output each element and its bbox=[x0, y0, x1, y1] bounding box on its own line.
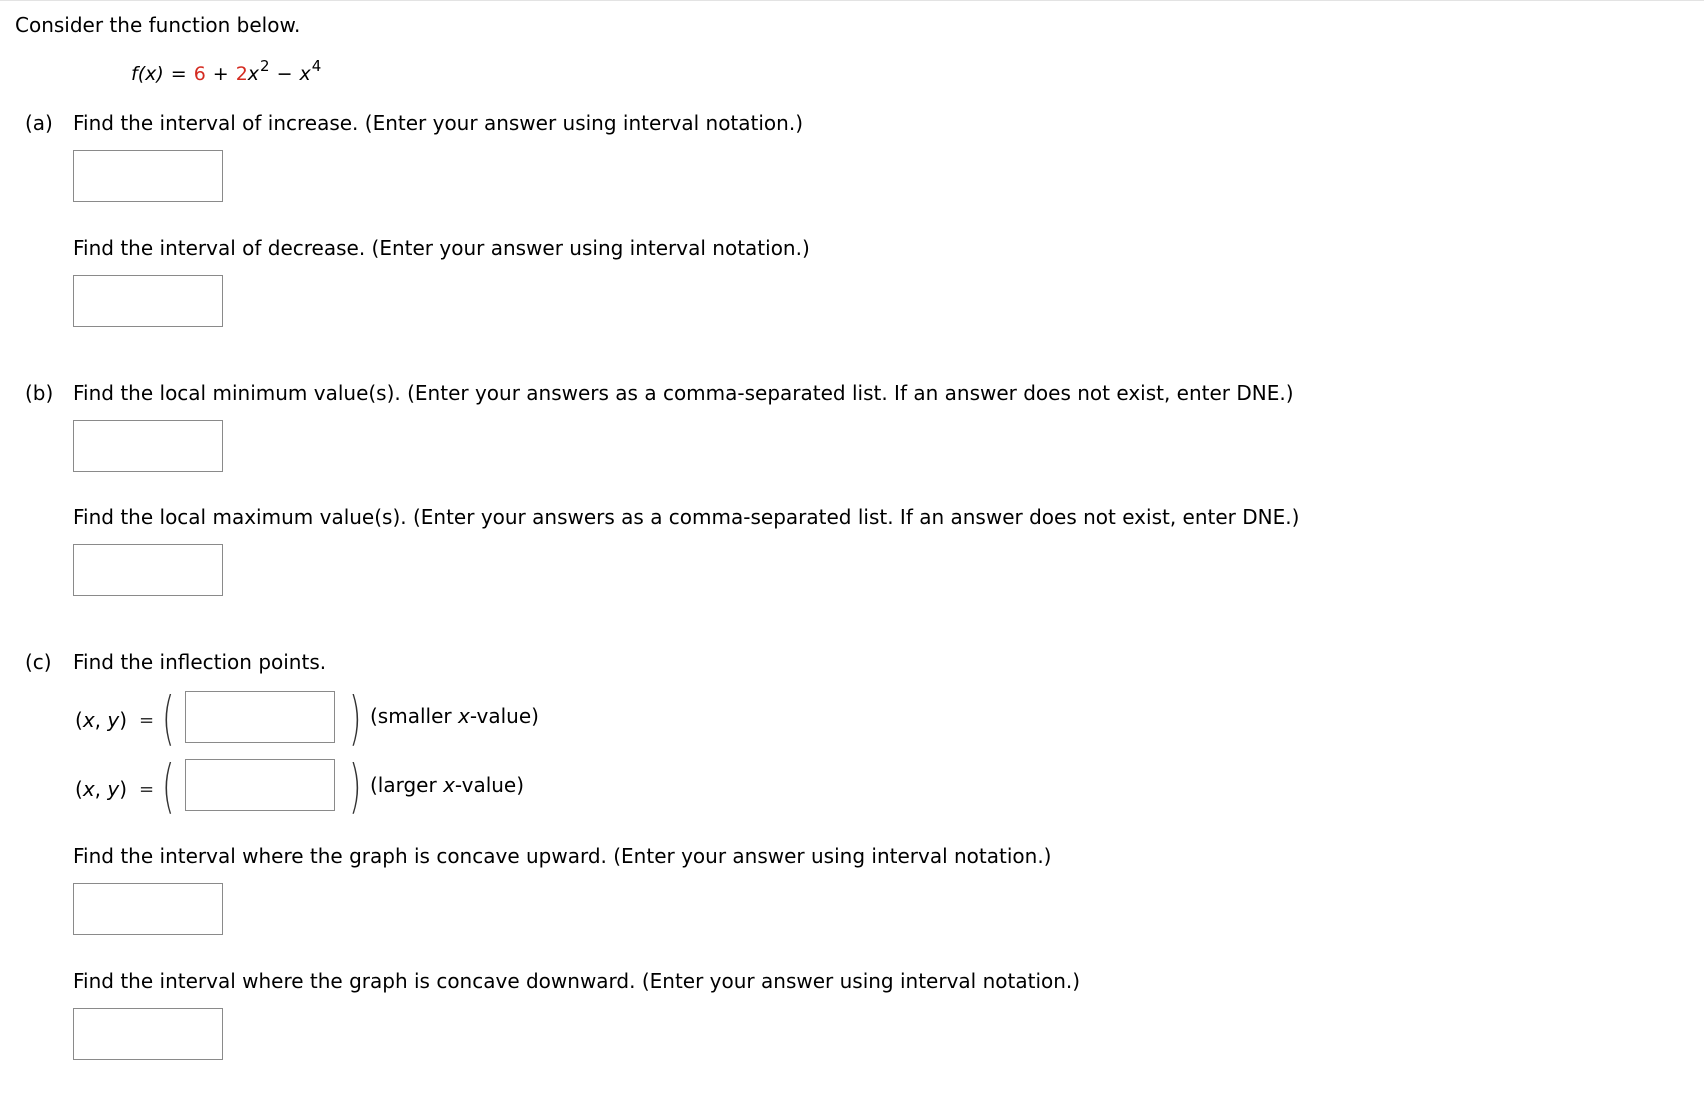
inflection-point-smaller-input[interactable] bbox=[185, 691, 335, 743]
decrease-interval-question: Find the interval of decrease. (Enter your answer using interval notation.) bbox=[73, 236, 810, 260]
function-name: f(x) bbox=[131, 63, 164, 85]
concave-upward-question: Find the interval where the graph is concave upward. (Enter your answer using interval notation.) bbox=[73, 844, 1052, 868]
local-maximum-input[interactable] bbox=[73, 544, 223, 596]
point1-note-prefix: (smaller bbox=[370, 704, 458, 728]
inflection-point-larger-input[interactable] bbox=[185, 759, 335, 811]
part-b-label: (b) bbox=[25, 381, 54, 405]
point2-close-paren: ) bbox=[349, 752, 362, 820]
point1-label bbox=[75, 710, 127, 730]
function-definition bbox=[131, 57, 322, 85]
point1-label-x: x bbox=[82, 708, 95, 732]
function-coefficient: 2 bbox=[235, 63, 248, 85]
problem-intro: Consider the function below. bbox=[15, 13, 301, 37]
point1-label-open: ( bbox=[75, 708, 83, 732]
decrease-interval-input[interactable] bbox=[73, 275, 223, 327]
point2-label-open: ( bbox=[75, 777, 83, 801]
concave-downward-question: Find the interval where the graph is concave downward. (Enter your answer using interval notation.) bbox=[73, 969, 1081, 993]
function-exponent-2: 4 bbox=[311, 57, 322, 75]
point1-label-y: y bbox=[107, 708, 120, 732]
increase-interval-input[interactable] bbox=[73, 150, 223, 202]
point2-equals: = bbox=[139, 779, 155, 800]
function-plus: + bbox=[212, 63, 229, 85]
point1-note-suffix: -value) bbox=[469, 704, 539, 728]
local-minimum-question: Find the local minimum value(s). (Enter your answers as a comma-separated list. If an answer does not exist, enter DNE.) bbox=[73, 381, 1294, 405]
point1-note bbox=[370, 706, 539, 726]
local-maximum-question: Find the local maximum value(s). (Enter your answers as a comma-separated list. If an answer does not exist, enter DNE.) bbox=[73, 505, 1300, 529]
part-c-label: (c) bbox=[25, 650, 52, 674]
function-variable-1: x bbox=[247, 63, 260, 85]
concave-downward-input[interactable] bbox=[73, 1008, 223, 1060]
point2-note-var: x bbox=[443, 773, 455, 797]
function-exponent-1: 2 bbox=[260, 57, 270, 75]
point2-note bbox=[370, 775, 524, 795]
part-a-label: (a) bbox=[25, 111, 53, 135]
increase-interval-question: Find the interval of increase. (Enter your answer using interval notation.) bbox=[73, 111, 803, 135]
point2-note-prefix: (larger bbox=[370, 773, 444, 797]
function-variable-2: x bbox=[299, 63, 311, 85]
point1-note-var: x bbox=[457, 704, 470, 728]
top-divider bbox=[0, 0, 1704, 3]
point1-close-paren: ) bbox=[349, 684, 362, 752]
inflection-points-question: Find the inflection points. bbox=[73, 650, 327, 674]
point1-equals: = bbox=[139, 710, 155, 731]
point2-label bbox=[75, 779, 127, 799]
point2-label-x: x bbox=[82, 777, 95, 801]
point2-label-sep: , bbox=[94, 777, 108, 801]
point2-open-paren: ( bbox=[162, 752, 175, 820]
point2-label-close: ) bbox=[119, 777, 128, 801]
concave-upward-input[interactable] bbox=[73, 883, 223, 935]
function-minus: − bbox=[276, 63, 293, 85]
point1-label-sep: , bbox=[94, 708, 108, 732]
function-equals: = bbox=[170, 63, 187, 85]
point2-note-suffix: -value) bbox=[454, 773, 525, 797]
point2-label-y: y bbox=[107, 777, 120, 801]
local-minimum-input[interactable] bbox=[73, 420, 223, 472]
function-constant: 6 bbox=[193, 63, 206, 85]
point1-open-paren: ( bbox=[162, 684, 175, 752]
point1-label-close: ) bbox=[119, 708, 128, 732]
